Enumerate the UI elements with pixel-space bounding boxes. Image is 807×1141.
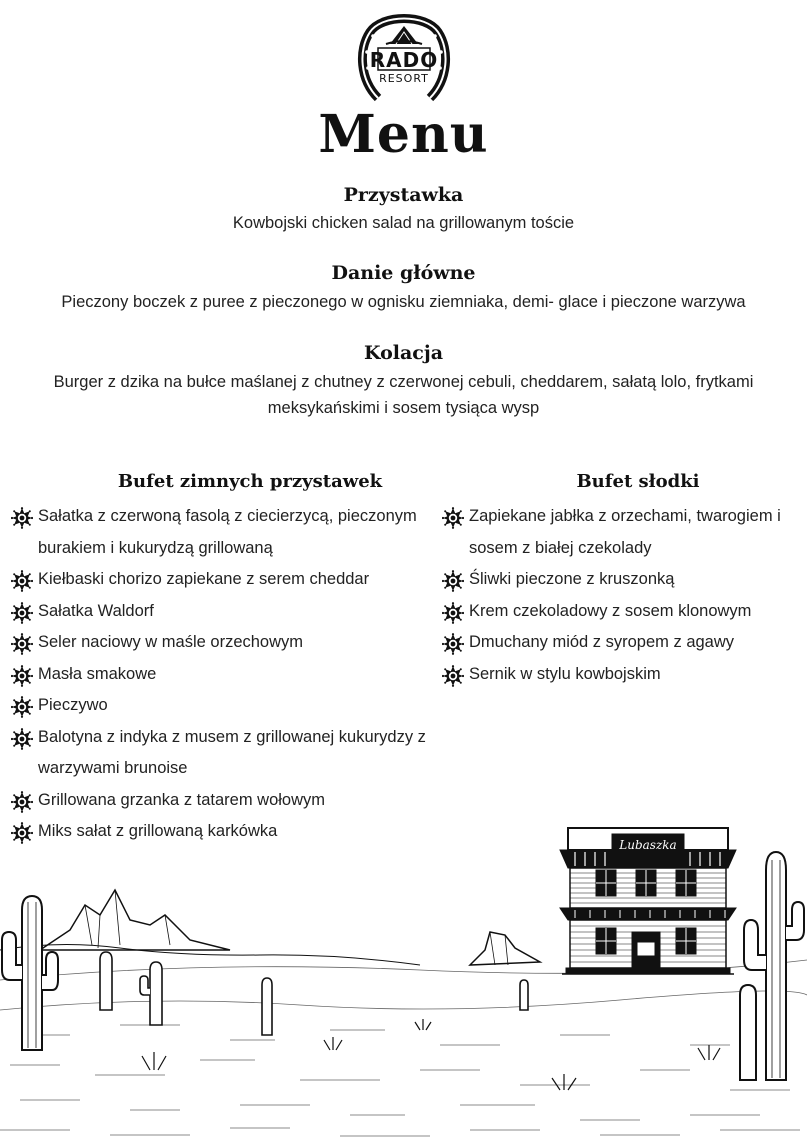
cactus-right <box>740 852 804 1080</box>
sheriff-star-icon <box>442 570 464 592</box>
cold-buffet-list <box>11 501 441 848</box>
desert-saloon-illustration <box>0 820 807 1141</box>
sweet-buffet-list <box>442 501 797 690</box>
list-item: Sałatka Waldorf <box>11 596 441 628</box>
course-heading-main: Danie główne <box>331 262 476 284</box>
page-title: Menu <box>318 104 489 165</box>
sheriff-star-icon <box>11 507 33 529</box>
list-item: Śliwki pieczone z kruszonką <box>442 564 797 596</box>
list-item: Dmuchany miód z syropem z agawy <box>442 627 797 659</box>
logo-name: RADO <box>369 48 439 72</box>
list-item: Zapiekane jabłka z orzechami, twarogiem i sosem z białej czekolady <box>442 501 797 564</box>
course-heading-starter: Przystawka <box>343 184 464 206</box>
list-item: Grillowana grzanka z tatarem wołowym <box>11 785 441 817</box>
sheriff-star-icon <box>442 602 464 624</box>
list-item: Seler naciowy w maśle orzechowym <box>11 627 441 659</box>
rado-resort-logo <box>356 10 452 106</box>
sheriff-star-icon <box>442 633 464 655</box>
list-item: Balotyna z indyka z musem z grillowanej kukurydzy z warzywami brunoise <box>11 722 441 785</box>
course-heading-dinner: Kolacja <box>363 342 444 364</box>
list-item: Krem czekoladowy z sosem klonowym <box>442 596 797 628</box>
cold-buffet-heading: Bufet zimnych przystawek <box>117 471 383 492</box>
list-item: Sałatka z czerwoną fasolą z ciecierzycą, pieczonym burakiem i kukurydzą grillowaną <box>11 501 441 564</box>
sheriff-star-icon <box>11 728 33 750</box>
sheriff-star-icon <box>11 665 33 687</box>
saloon-building <box>560 828 736 974</box>
sheriff-star-icon <box>442 665 464 687</box>
list-item: Miks sałat z grillowaną karkówka <box>11 816 441 848</box>
cactus-left <box>2 896 58 1050</box>
list-item: Sernik w stylu kowbojskim <box>442 659 797 691</box>
sheriff-star-icon <box>11 602 33 624</box>
sheriff-star-icon <box>442 507 464 529</box>
saloon-sign-text: Lubaszka <box>619 838 677 852</box>
list-item: Masła smakowe <box>11 659 441 691</box>
sweet-buffet-heading: Bufet słodki <box>576 471 700 492</box>
list-item: Kiełbaski chorizo zapiekane z serem cheddar <box>11 564 441 596</box>
list-item: Pieczywo <box>11 690 441 722</box>
course-text-starter: Kowbojski chicken salad na grillowanym toście <box>232 214 575 232</box>
logo-subtitle: RESORT <box>379 72 429 85</box>
sheriff-star-icon <box>11 633 33 655</box>
sheriff-star-icon <box>11 696 33 718</box>
course-text-dinner: Burger z dzika na bułce maślanej z chutney z czerwonej cebuli, cheddarem, sałatą lolo, frytkami meksykańskimi i sosem tysiąca wysp <box>53 373 754 417</box>
sheriff-star-icon <box>11 791 33 813</box>
sheriff-star-icon <box>11 570 33 592</box>
course-text-main: Pieczony boczek z puree z pieczonego w ognisku ziemniaka, demi- glace i pieczone warzywa <box>61 293 746 311</box>
